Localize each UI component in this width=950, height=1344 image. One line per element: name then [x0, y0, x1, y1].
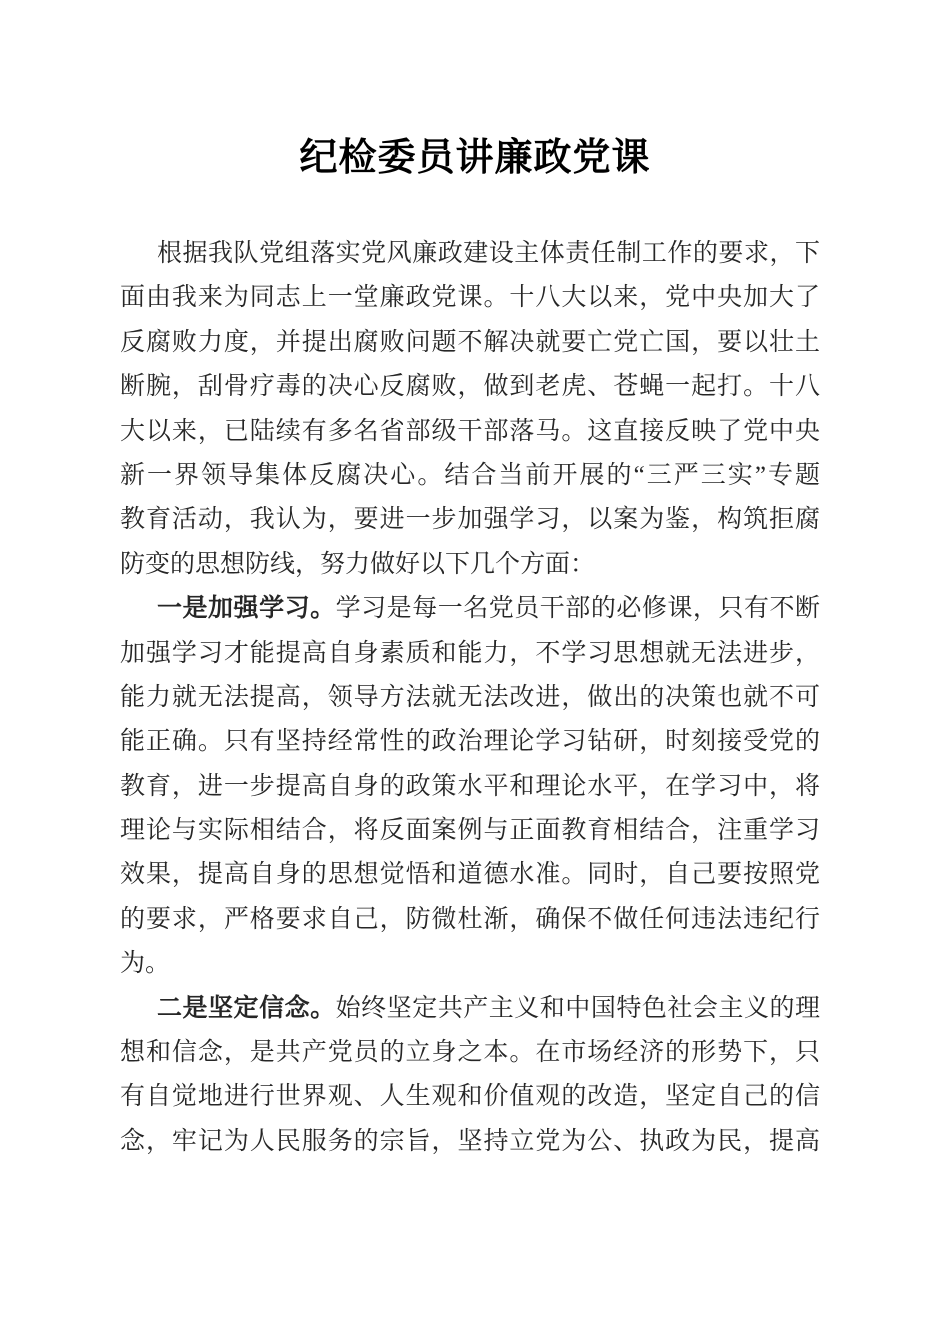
text-line: 想和信念，是共产党员的立身之本。在市场经济的形势下，只 [120, 1039, 820, 1067]
text-line: 根据我队党组落实党风廉政建设主体责任制工作的要求，下 [157, 240, 820, 267]
paragraph-point-one [120, 587, 820, 987]
paragraph-point-two [120, 987, 820, 1165]
text-line: 为。 [120, 950, 171, 978]
text-line: 面由我来为同志上一堂廉政党课。十八大以来，党中央加大了 [120, 284, 820, 312]
text-line: 理论与实际相结合，将反面案例与正面教育相结合，注重学习 [120, 817, 820, 845]
text-line: 大以来，已陆续有多名省部级干部落马。这直接反映了党中央 [120, 417, 820, 445]
text-line: 防变的思想防线，努力做好以下几个方面： [120, 550, 596, 578]
text-line [120, 987, 820, 1031]
text-line: 效果，提高自身的思想觉悟和道德水准。同时，自己要按照党 [120, 861, 820, 889]
text-line: 教育活动，我认为，要进一步加强学习，以案为鉴，构筑拒腐 [120, 506, 820, 534]
text-line: 反腐败力度，并提出腐败问题不解决就要亡党亡国，要以壮土 [120, 328, 820, 356]
document-title: 纪检委员讲廉政党课 [299, 137, 651, 179]
text-line: 新一界领导集体反腐决心。结合当前开展的“三严三实”专题 [120, 461, 820, 489]
document-body [120, 232, 820, 1164]
text-line [120, 587, 820, 631]
text-line: 加强学习才能提高自身素质和能力，不学习思想就无法进步， [120, 639, 820, 667]
text-line: 的要求，严格要求自己，防微杜渐，确保不做任何违法违纪行 [120, 905, 820, 933]
paragraph-lead-rest: 学习是每一名党员干部的必修课，只有不断 [335, 595, 820, 623]
text-line: 有自觉地进行世界观、人生观和价值观的改造，坚定自己的信 [120, 1083, 820, 1111]
text-line: 教育，进一步提高自身的政策水平和理论水平，在学习中，将 [120, 772, 820, 800]
paragraph-lead-rest: 始终坚定共产主义和中国特色社会主义的理 [335, 994, 820, 1022]
paragraph-intro [120, 232, 820, 587]
text-line: 念，牢记为人民服务的宗旨，坚持立党为公、执政为民，提高 [120, 1127, 820, 1155]
text-line: 能正确。只有坚持经常性的政治理论学习钻研，时刻接受党的 [120, 728, 820, 756]
paragraph-lead-bold: 二是坚定信念。 [157, 994, 336, 1022]
text-line: 能力就无法提高，领导方法就无法改进，做出的决策也就不可 [120, 683, 820, 711]
paragraph-lead-bold: 一是加强学习。 [157, 595, 336, 623]
text-line: 断腕，刮骨疗毒的决心反腐败，做到老虎、苍蝇一起打。十八 [120, 373, 820, 401]
